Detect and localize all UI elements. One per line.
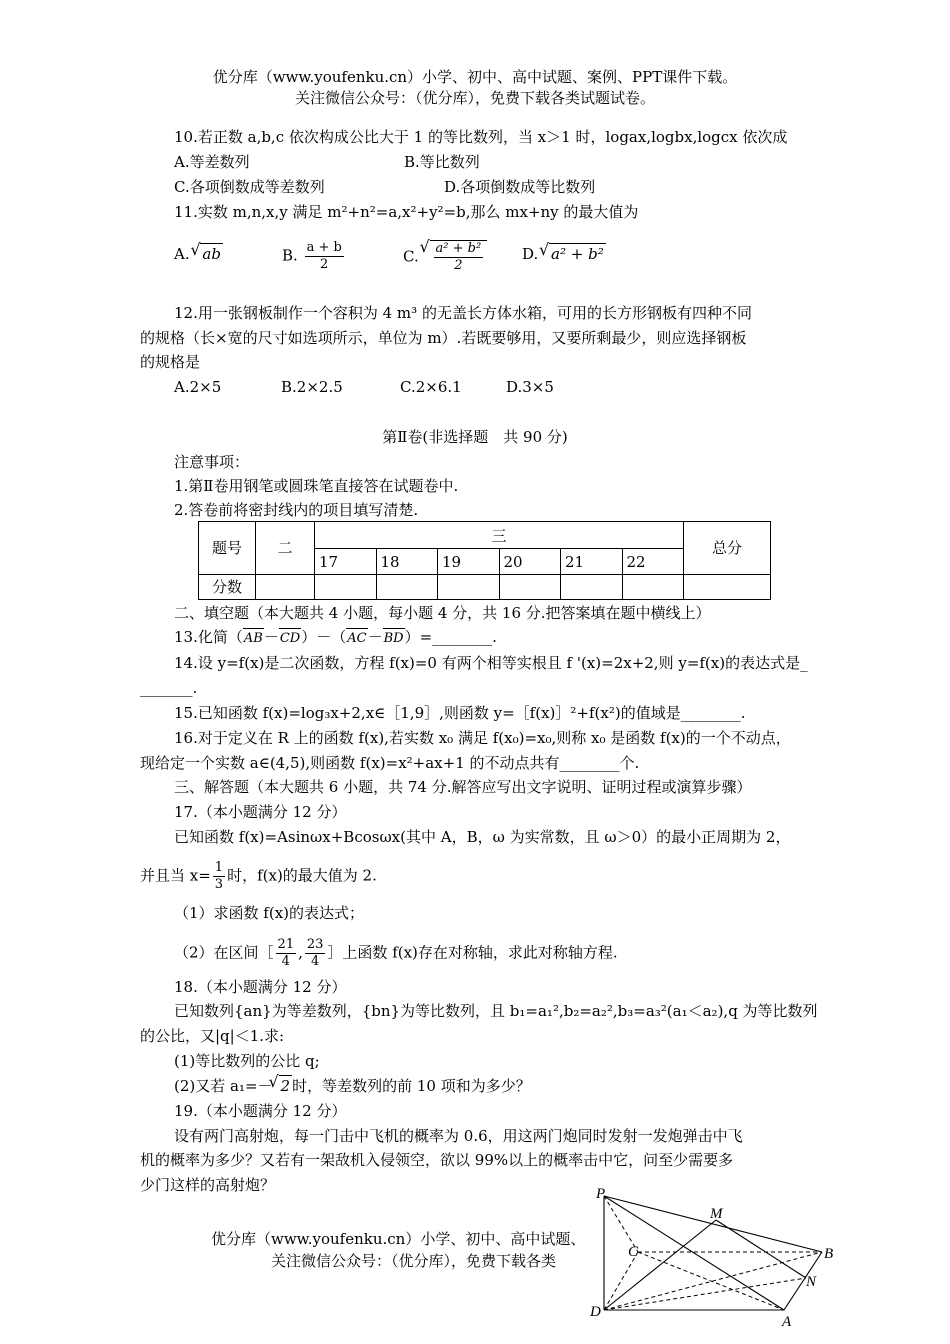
q13-prefix: 13.化简（ — [174, 628, 243, 646]
q17-line-2 — [140, 860, 377, 893]
footer-line-1: 优分库（www.youfenku.cn）小学、初中、高中试题、 — [211, 1230, 586, 1248]
fraction-23-4: $\frac{23}{4}$ — [306, 937, 324, 969]
q12-option-d: D.3×5 — [506, 378, 554, 396]
q10-stem: 10.若正数 a,b,c 依次构成公比大于 1 的等比数列，当 x＞1 时，logax,logbx,logcx 依次成 — [174, 128, 788, 146]
q18-part-1: (1)等比数列的公比 q; — [174, 1052, 320, 1070]
q19-title: 19.（本小题满分 12 分） — [174, 1102, 347, 1120]
q17-title: 17.（本小题满分 12 分） — [174, 803, 347, 821]
q18-title: 18.（本小题满分 12 分） — [174, 978, 347, 996]
q18-part-2 — [174, 1075, 531, 1096]
fill-heading: 二、填空题（本大题共 4 小题，每小题 4 分，共 16 分.把答案填在题中横线上） — [174, 604, 711, 622]
score-cell[interactable] — [561, 574, 623, 599]
header-line-1: 优分库（www.youfenku.cn）小学、初中、高中试题、案例、PPT课件下载。 — [212, 68, 738, 86]
q17-line-2-pre: 并且当 x= — [140, 866, 211, 885]
q11-option-c — [403, 240, 487, 274]
q19-line-2: 机的概率为多少？又若有一架敌机入侵领空，欲以 99%以上的概率击中它，问至少需要多 — [140, 1151, 734, 1169]
q11-option-b — [282, 240, 346, 273]
header-line-2: 关注微信公众号：（优分库），免费下载各类试题试卷。 — [294, 89, 655, 107]
vertex-label-d: D — [590, 1304, 601, 1320]
q12-line-2: 的规格（长×宽的尺寸如选项所示，单位为 m）.若既要够用，又要所剩最少，则应选择钢板 — [140, 329, 747, 347]
score-cell[interactable] — [315, 574, 377, 599]
q11-option-b-label: B. — [282, 246, 298, 265]
q17-line-1: 已知函数 f(x)=Asinωx+Bcosωx(其中 A，B，ω 为实常数，且 ω＞0）的最小正周期为 2， — [174, 828, 791, 846]
pyramid-figure — [586, 1184, 840, 1332]
vertex-label-n: N — [806, 1274, 817, 1290]
vertex-label-p: P — [596, 1186, 606, 1202]
vertex-label-a: A — [782, 1314, 792, 1330]
q17-comma: , — [298, 943, 303, 962]
q18-line-1: 已知数列{an}为等差数列，{bn}为等比数列，且 b₁=a₁²,b₂=a₂²,b₃=a₃²(a₁＜a₂),q 为等比数列 — [174, 1002, 818, 1020]
q10-option-a: A.等差数列 — [174, 153, 250, 171]
part2-title: 第Ⅱ卷(非选择题 共 90 分) — [382, 428, 568, 446]
q13 — [174, 627, 497, 649]
score-table-subcol: 19 — [438, 549, 500, 574]
q13-minus-1: － — [263, 628, 279, 646]
q13-end: ）=________. — [404, 628, 497, 646]
q12-option-b: B.2×2.5 — [281, 378, 343, 396]
q16-line-1: 16.对于定义在 R 上的函数 f(x),若实数 x₀ 满足 f(x₀)=x₀,则称 x₀ 是函数 f(x)的一个不动点， — [174, 729, 791, 747]
score-cell[interactable] — [438, 574, 500, 599]
q17-part-2 — [174, 937, 618, 970]
q17-part-1: （1）求函数 f(x)的表达式； — [174, 904, 365, 922]
score-table-subcol: 17 — [315, 549, 377, 574]
score-table-col-total: 总分 — [684, 522, 771, 575]
q11-option-b-fraction: $\frac{a + b}{2}$ — [306, 240, 342, 272]
q17-fraction: $\frac{1}{3}$ — [214, 860, 224, 892]
vector-ab: AB — [243, 628, 264, 649]
vertex-label-c: C — [628, 1244, 639, 1260]
sqrt-2: √ 2 — [279, 1075, 293, 1096]
q17-part-2-post: ］上函数 f(x)存在对称轴，求此对称轴方程. — [327, 943, 618, 962]
q17-part-2-pre: （2）在区间［ — [174, 943, 274, 962]
score-table-subcol: 21 — [561, 549, 623, 574]
q12-line-1: 12.用一张钢板制作一个容积为 4 m³ 的无盖长方体水箱，可用的长方形钢板有四种不同 — [174, 304, 752, 322]
vector-cd: CD — [279, 628, 301, 649]
vector-bd: BD — [383, 628, 405, 649]
score-cell[interactable] — [622, 574, 684, 599]
score-table-col-two: 二 — [256, 522, 315, 575]
score-table-col-three: 三 — [315, 522, 684, 549]
q19-line-1: 设有两门高射炮，每一门击中飞机的概率为 0.6，用这两门炮同时发射一发炮弹击中飞 — [174, 1127, 743, 1145]
q12-option-c: C.2×6.1 — [400, 378, 462, 396]
q12-option-a: A.2×5 — [174, 378, 222, 396]
q13-minus-2: － — [367, 628, 383, 646]
q13-mid: ）－（ — [301, 628, 347, 646]
q11-option-a-label: A. — [174, 245, 190, 263]
q11-option-c-label: C. — [403, 247, 419, 266]
notice-item-2: 2.答卷前将密封线内的项目填写清楚. — [174, 501, 419, 519]
q11-option-a-expr: √ ab — [200, 243, 223, 264]
score-cell[interactable] — [256, 574, 315, 599]
q10-option-b: B.等比数列 — [404, 153, 480, 171]
q16-line-2: 现给定一个实数 a∈(4,5),则函数 f(x)=x²+ax+1 的不动点共有________个. — [140, 754, 640, 772]
score-table-label-score: 分数 — [199, 574, 256, 599]
score-table — [198, 521, 771, 600]
score-cell[interactable] — [499, 574, 561, 599]
score-table-label-no: 题号 — [199, 522, 256, 575]
q14-line-2: _______. — [140, 679, 198, 697]
q11-option-d-label: D. — [522, 245, 539, 263]
score-table-subcol: 20 — [499, 549, 561, 574]
score-cell[interactable] — [376, 574, 438, 599]
notice-heading: 注意事项： — [174, 453, 250, 471]
q14-line-1: 14.设 y=f(x)是二次函数，方程 f(x)=0 有两个相等实根且 f '(x)=2x+2,则 y=f(x)的表达式是_ — [174, 654, 808, 672]
score-cell[interactable] — [684, 574, 771, 599]
q19-line-3: 少门这样的高射炮？ — [140, 1176, 276, 1194]
q11-option-c-expr: √ $\frac{\text{a² + b²}}{2}$ — [430, 240, 488, 274]
vertex-label-m: M — [710, 1206, 723, 1222]
score-table-subcol: 22 — [622, 549, 684, 574]
q11-option-a — [174, 243, 223, 264]
q18-line-2: 的公比，又|q|＜1.求: — [140, 1027, 285, 1045]
q10-option-d: D.各项倒数成等比数列 — [444, 178, 596, 196]
q10-option-c: C.各项倒数成等差数列 — [174, 178, 325, 196]
q11-option-d — [522, 243, 606, 264]
q15: 15.已知函数 f(x)=log₃x+2,x∈［1,9］,则函数 y=［f(x)］²+f(x²)的值域是________. — [174, 704, 746, 722]
q18-part-2-post: 时，等差数列的前 10 项和为多少？ — [292, 1077, 531, 1095]
vertex-label-b: B — [824, 1246, 834, 1262]
solve-heading: 三、解答题（本大题共 6 小题，共 74 分.解答应写出文字说明、证明过程或演算步骤） — [174, 778, 752, 796]
q17-line-2-post: 时，f(x)的最大值为 2. — [227, 866, 377, 885]
score-table-subcol: 18 — [376, 549, 438, 574]
fraction-21-4: $\frac{21}{4}$ — [277, 937, 295, 969]
notice-item-1: 1.第Ⅱ卷用钢笔或圆珠笔直接答在试题卷中. — [174, 477, 459, 495]
q12-line-3: 的规格是 — [140, 353, 201, 371]
q18-part-2-pre: (2)又若 a₁=－ — [174, 1077, 273, 1095]
vector-ac: AC — [346, 628, 367, 649]
footer-line-2: 关注微信公众号：（优分库），免费下载各类 — [271, 1252, 557, 1270]
q11-stem: 11.实数 m,n,x,y 满足 m²+n²=a,x²+y²=b,那么 mx+ny 的最大值为 — [174, 203, 639, 221]
q11-option-d-expr: √ a² + b² — [549, 243, 606, 264]
